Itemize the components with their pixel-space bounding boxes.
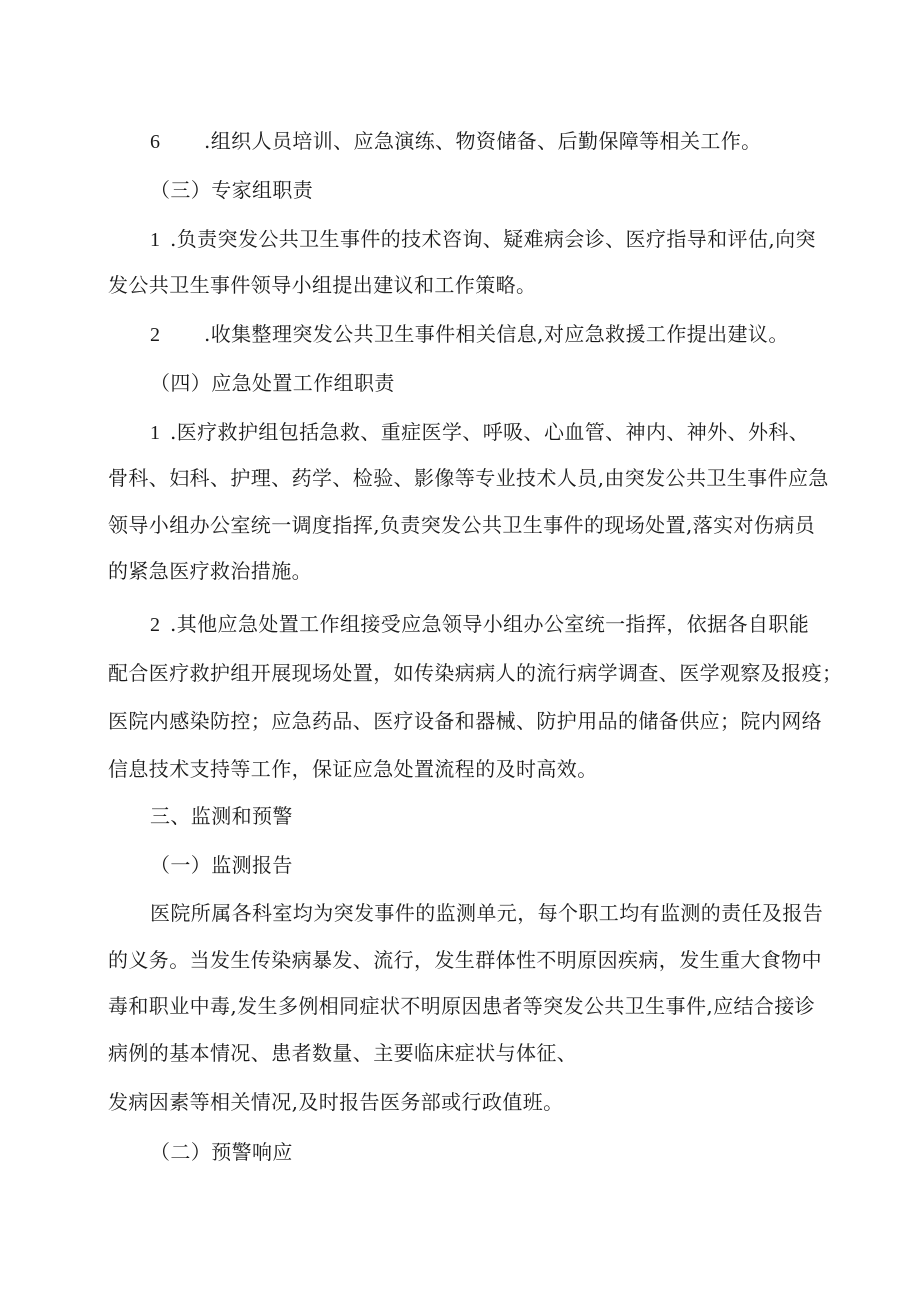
paragraph-line: 病例的基本情况、患者数量、主要临床症状与体征、	[108, 1041, 578, 1065]
item-text: .收集整理突发公共卫生事件相关信息,对应急救援工作提出建议。	[204, 322, 789, 346]
item-number: 6	[150, 131, 161, 153]
item-number: 2	[150, 614, 161, 636]
item-number: 1	[150, 229, 161, 251]
paragraph-line: 领导小组办公室统一调度指挥,负责突发公共卫生事件的现场处置,落实对伤病员	[108, 513, 816, 537]
list-item-2	[150, 611, 809, 638]
section-heading-emergency-group: （四）应急处置工作组职责	[150, 371, 395, 395]
paragraph-line: 医院内感染防控；应急药品、医疗设备和器械、防护用品的储备供应；院内网络	[108, 709, 822, 733]
item-text: .负责突发公共卫生事件的技术咨询、疑难病会诊、医疗指导和评估,向突	[170, 227, 816, 251]
section-heading-expert-group: （三）专家组职责	[150, 178, 314, 202]
section-heading-warning-response: （二）预警响应	[150, 1140, 293, 1164]
item-number: 2	[150, 324, 161, 346]
paragraph-line: 信息技术支持等工作，保证应急处置流程的及时高效。	[108, 757, 598, 781]
item-text: .医疗救护组包括急救、重症医学、呼吸、心血管、神内、神外、外科、	[170, 420, 810, 444]
list-item-2	[150, 321, 789, 348]
section-heading-monitoring-report: （一）监测报告	[150, 853, 293, 877]
paragraph-line: 的义务。当发生传染病暴发、流行，发生群体性不明原因疾病，发生重大食物中	[108, 948, 822, 972]
item-text: .组织人员培训、应急演练、物资储备、后勤保障等相关工作。	[204, 129, 762, 153]
paragraph-line: 发病因素等相关情况,及时报告医务部或行政值班。	[108, 1090, 564, 1114]
list-item-6	[150, 128, 762, 155]
paragraph-line: 发公共卫生事件领导小组提出建议和工作策略。	[108, 273, 537, 297]
paragraph-line: 毒和职业中毒,发生多例相同症状不明原因患者等突发公共卫生事件,应结合接诊	[108, 994, 816, 1018]
paragraph-line: 骨科、妇科、护理、药学、检验、影像等专业技术人员,由突发公共卫生事件应急	[108, 466, 829, 490]
list-item-1	[150, 419, 809, 446]
chapter-heading-monitoring: 三、监测和预警	[150, 804, 293, 828]
paragraph-line: 医院所属各科室均为突发事件的监测单元，每个职工均有监测的责任及报告	[150, 901, 824, 925]
item-text: .其他应急处置工作组接受应急领导小组办公室统一指挥，依据各自职能	[170, 612, 810, 636]
item-number: 1	[150, 422, 161, 444]
paragraph-line: 的紧急医疗救治措施。	[108, 559, 312, 583]
paragraph-line: 配合医疗救护组开展现场处置，如传染病病人的流行病学调查、医学观察及报疫；	[108, 661, 843, 685]
list-item-1	[150, 226, 816, 253]
